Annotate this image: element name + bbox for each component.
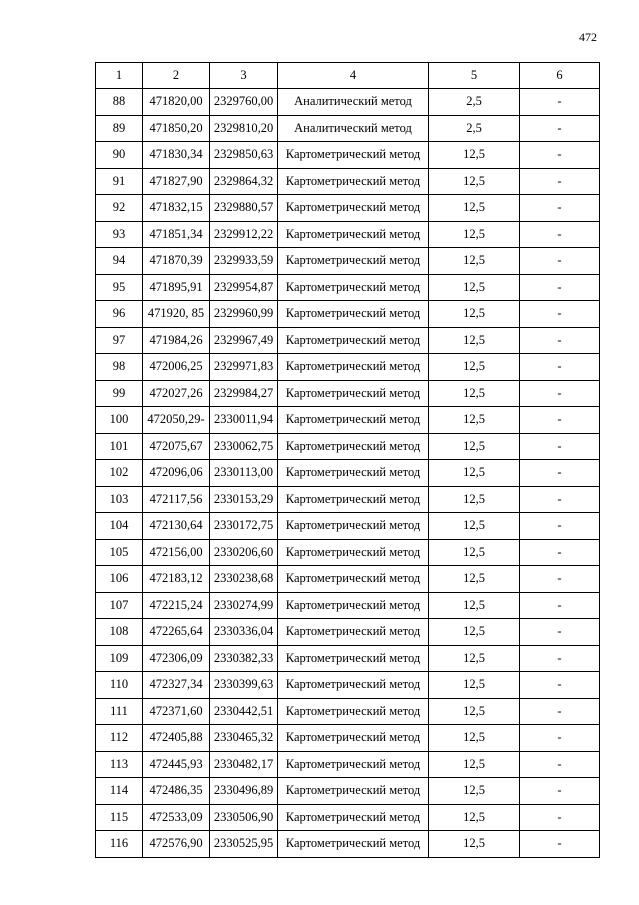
x-coordinate-cell: 471851,34: [143, 221, 210, 248]
method-cell: Картометрический метод: [278, 354, 429, 381]
accuracy-cell: 12,5: [429, 539, 520, 566]
note-cell: -: [520, 672, 600, 699]
method-cell: Картометрический метод: [278, 619, 429, 646]
point-number-cell: 94: [96, 248, 143, 275]
note-cell: -: [520, 566, 600, 593]
method-cell: Картометрический метод: [278, 327, 429, 354]
x-coordinate-cell: 471820,00: [143, 89, 210, 116]
point-number-cell: 95: [96, 274, 143, 301]
x-coordinate-cell: 472371,60: [143, 698, 210, 725]
point-number-cell: 99: [96, 380, 143, 407]
accuracy-cell: 12,5: [429, 566, 520, 593]
point-number-cell: 96: [96, 301, 143, 328]
method-cell: Картометрический метод: [278, 407, 429, 434]
table-row: [96, 301, 600, 328]
x-coordinate-cell: 472130,64: [143, 513, 210, 540]
column-header: 2: [143, 63, 210, 89]
point-number-cell: 101: [96, 433, 143, 460]
page-number: 472: [579, 30, 597, 44]
table-row: [96, 566, 600, 593]
y-coordinate-cell: 2330336,04: [210, 619, 278, 646]
y-coordinate-cell: 2330482,17: [210, 751, 278, 778]
y-coordinate-cell: 2329880,57: [210, 195, 278, 222]
point-number-cell: 110: [96, 672, 143, 699]
accuracy-cell: 12,5: [429, 327, 520, 354]
y-coordinate-cell: 2330206,60: [210, 539, 278, 566]
y-coordinate-cell: 2329984,27: [210, 380, 278, 407]
y-coordinate-cell: 2329960,99: [210, 301, 278, 328]
point-number-cell: 90: [96, 142, 143, 169]
note-cell: -: [520, 460, 600, 487]
accuracy-cell: 2,5: [429, 89, 520, 116]
point-number-cell: 91: [96, 168, 143, 195]
accuracy-cell: 12,5: [429, 301, 520, 328]
method-cell: Картометрический метод: [278, 248, 429, 275]
accuracy-cell: 12,5: [429, 513, 520, 540]
table-row: [96, 274, 600, 301]
method-cell: Картометрический метод: [278, 433, 429, 460]
accuracy-cell: 12,5: [429, 486, 520, 513]
x-coordinate-cell: 472215,24: [143, 592, 210, 619]
point-number-cell: 108: [96, 619, 143, 646]
method-cell: Картометрический метод: [278, 645, 429, 672]
y-coordinate-cell: 2330238,68: [210, 566, 278, 593]
method-cell: Картометрический метод: [278, 778, 429, 805]
x-coordinate-cell: 472486,35: [143, 778, 210, 805]
point-number-cell: 88: [96, 89, 143, 116]
accuracy-cell: 2,5: [429, 115, 520, 142]
method-cell: Картометрический метод: [278, 460, 429, 487]
note-cell: -: [520, 804, 600, 831]
point-number-cell: 116: [96, 831, 143, 858]
x-coordinate-cell: 472183,12: [143, 566, 210, 593]
method-cell: Картометрический метод: [278, 168, 429, 195]
accuracy-cell: 12,5: [429, 672, 520, 699]
note-cell: -: [520, 168, 600, 195]
note-cell: -: [520, 195, 600, 222]
method-cell: Картометрический метод: [278, 804, 429, 831]
note-cell: -: [520, 539, 600, 566]
x-coordinate-cell: 472006,25: [143, 354, 210, 381]
method-cell: Картометрический метод: [278, 672, 429, 699]
coordinates-table: [95, 62, 600, 858]
y-coordinate-cell: 2329810,20: [210, 115, 278, 142]
x-coordinate-cell: 472265,64: [143, 619, 210, 646]
accuracy-cell: 12,5: [429, 778, 520, 805]
note-cell: -: [520, 619, 600, 646]
method-cell: Картометрический метод: [278, 539, 429, 566]
y-coordinate-cell: 2330399,63: [210, 672, 278, 699]
accuracy-cell: 12,5: [429, 354, 520, 381]
method-cell: Картометрический метод: [278, 274, 429, 301]
column-header: 4: [278, 63, 429, 89]
table-row: [96, 645, 600, 672]
note-cell: -: [520, 751, 600, 778]
x-coordinate-cell: 472405,88: [143, 725, 210, 752]
note-cell: -: [520, 327, 600, 354]
accuracy-cell: 12,5: [429, 725, 520, 752]
x-coordinate-cell: 472096,06: [143, 460, 210, 487]
point-number-cell: 113: [96, 751, 143, 778]
y-coordinate-cell: 2330113,00: [210, 460, 278, 487]
table-header-row: [96, 63, 600, 89]
accuracy-cell: 12,5: [429, 460, 520, 487]
point-number-cell: 112: [96, 725, 143, 752]
y-coordinate-cell: 2330172,75: [210, 513, 278, 540]
accuracy-cell: 12,5: [429, 433, 520, 460]
method-cell: Картометрический метод: [278, 592, 429, 619]
table-row: [96, 407, 600, 434]
method-cell: Картометрический метод: [278, 513, 429, 540]
method-cell: Картометрический метод: [278, 486, 429, 513]
method-cell: Картометрический метод: [278, 380, 429, 407]
point-number-cell: 107: [96, 592, 143, 619]
x-coordinate-cell: 471984,26: [143, 327, 210, 354]
table-row: [96, 195, 600, 222]
y-coordinate-cell: 2330062,75: [210, 433, 278, 460]
accuracy-cell: 12,5: [429, 274, 520, 301]
table-row: [96, 89, 600, 116]
accuracy-cell: 12,5: [429, 645, 520, 672]
x-coordinate-cell: 472050,29-: [143, 407, 210, 434]
accuracy-cell: 12,5: [429, 380, 520, 407]
y-coordinate-cell: 2330153,29: [210, 486, 278, 513]
accuracy-cell: 12,5: [429, 195, 520, 222]
y-coordinate-cell: 2330525,95: [210, 831, 278, 858]
y-coordinate-cell: 2329933,59: [210, 248, 278, 275]
table-row: [96, 433, 600, 460]
table-row: [96, 619, 600, 646]
note-cell: -: [520, 380, 600, 407]
note-cell: -: [520, 115, 600, 142]
note-cell: -: [520, 89, 600, 116]
note-cell: -: [520, 831, 600, 858]
method-cell: Картометрический метод: [278, 831, 429, 858]
point-number-cell: 97: [96, 327, 143, 354]
note-cell: -: [520, 142, 600, 169]
x-coordinate-cell: 472445,93: [143, 751, 210, 778]
point-number-cell: 109: [96, 645, 143, 672]
x-coordinate-cell: 472156,00: [143, 539, 210, 566]
note-cell: -: [520, 513, 600, 540]
y-coordinate-cell: 2330465,32: [210, 725, 278, 752]
note-cell: -: [520, 592, 600, 619]
accuracy-cell: 12,5: [429, 221, 520, 248]
method-cell: Картометрический метод: [278, 142, 429, 169]
note-cell: -: [520, 301, 600, 328]
y-coordinate-cell: 2330496,89: [210, 778, 278, 805]
table-row: [96, 248, 600, 275]
table-row: [96, 354, 600, 381]
table-row: [96, 486, 600, 513]
note-cell: -: [520, 645, 600, 672]
table-row: [96, 327, 600, 354]
x-coordinate-cell: 472075,67: [143, 433, 210, 460]
note-cell: -: [520, 486, 600, 513]
accuracy-cell: 12,5: [429, 698, 520, 725]
y-coordinate-cell: 2329954,87: [210, 274, 278, 301]
x-coordinate-cell: 471895,91: [143, 274, 210, 301]
point-number-cell: 103: [96, 486, 143, 513]
table-row: [96, 751, 600, 778]
point-number-cell: 115: [96, 804, 143, 831]
method-cell: Картометрический метод: [278, 725, 429, 752]
point-number-cell: 92: [96, 195, 143, 222]
x-coordinate-cell: 471920, 85: [143, 301, 210, 328]
y-coordinate-cell: 2329760,00: [210, 89, 278, 116]
x-coordinate-cell: 471832,15: [143, 195, 210, 222]
point-number-cell: 106: [96, 566, 143, 593]
accuracy-cell: 12,5: [429, 248, 520, 275]
note-cell: -: [520, 725, 600, 752]
point-number-cell: 114: [96, 778, 143, 805]
column-header: 3: [210, 63, 278, 89]
note-cell: -: [520, 221, 600, 248]
x-coordinate-cell: 471870,39: [143, 248, 210, 275]
column-header: 5: [429, 63, 520, 89]
note-cell: -: [520, 698, 600, 725]
method-cell: Картометрический метод: [278, 195, 429, 222]
table-row: [96, 142, 600, 169]
accuracy-cell: 12,5: [429, 592, 520, 619]
table-row: [96, 460, 600, 487]
point-number-cell: 89: [96, 115, 143, 142]
x-coordinate-cell: 471827,90: [143, 168, 210, 195]
point-number-cell: 111: [96, 698, 143, 725]
table-row: [96, 221, 600, 248]
x-coordinate-cell: 472306,09: [143, 645, 210, 672]
method-cell: Картометрический метод: [278, 301, 429, 328]
method-cell: Картометрический метод: [278, 221, 429, 248]
method-cell: Аналитический метод: [278, 115, 429, 142]
x-coordinate-cell: 472327,34: [143, 672, 210, 699]
column-header: 6: [520, 63, 600, 89]
y-coordinate-cell: 2329850,63: [210, 142, 278, 169]
point-number-cell: 104: [96, 513, 143, 540]
table-body: [96, 89, 600, 858]
accuracy-cell: 12,5: [429, 804, 520, 831]
y-coordinate-cell: 2329967,49: [210, 327, 278, 354]
note-cell: -: [520, 354, 600, 381]
note-cell: -: [520, 778, 600, 805]
table-row: [96, 168, 600, 195]
table-row: [96, 725, 600, 752]
method-cell: Картометрический метод: [278, 751, 429, 778]
table-row: [96, 380, 600, 407]
y-coordinate-cell: 2329912,22: [210, 221, 278, 248]
point-number-cell: 98: [96, 354, 143, 381]
column-header: 1: [96, 63, 143, 89]
table-row: [96, 513, 600, 540]
method-cell: Аналитический метод: [278, 89, 429, 116]
accuracy-cell: 12,5: [429, 831, 520, 858]
note-cell: -: [520, 274, 600, 301]
accuracy-cell: 12,5: [429, 168, 520, 195]
x-coordinate-cell: 472027,26: [143, 380, 210, 407]
y-coordinate-cell: 2330011,94: [210, 407, 278, 434]
y-coordinate-cell: 2329864,32: [210, 168, 278, 195]
table-row: [96, 539, 600, 566]
y-coordinate-cell: 2330382,33: [210, 645, 278, 672]
accuracy-cell: 12,5: [429, 619, 520, 646]
x-coordinate-cell: 472533,09: [143, 804, 210, 831]
y-coordinate-cell: 2330442,51: [210, 698, 278, 725]
table-row: [96, 672, 600, 699]
point-number-cell: 93: [96, 221, 143, 248]
x-coordinate-cell: 472576,90: [143, 831, 210, 858]
table-row: [96, 778, 600, 805]
method-cell: Картометрический метод: [278, 566, 429, 593]
accuracy-cell: 12,5: [429, 751, 520, 778]
y-coordinate-cell: 2330506,90: [210, 804, 278, 831]
table-row: [96, 115, 600, 142]
x-coordinate-cell: 471830,34: [143, 142, 210, 169]
accuracy-cell: 12,5: [429, 142, 520, 169]
table-row: [96, 592, 600, 619]
y-coordinate-cell: 2330274,99: [210, 592, 278, 619]
y-coordinate-cell: 2329971,83: [210, 354, 278, 381]
table-row: [96, 831, 600, 858]
note-cell: -: [520, 248, 600, 275]
point-number-cell: 105: [96, 539, 143, 566]
method-cell: Картометрический метод: [278, 698, 429, 725]
accuracy-cell: 12,5: [429, 407, 520, 434]
table-row: [96, 804, 600, 831]
note-cell: -: [520, 407, 600, 434]
point-number-cell: 100: [96, 407, 143, 434]
table-row: [96, 698, 600, 725]
note-cell: -: [520, 433, 600, 460]
x-coordinate-cell: 471850,20: [143, 115, 210, 142]
point-number-cell: 102: [96, 460, 143, 487]
x-coordinate-cell: 472117,56: [143, 486, 210, 513]
